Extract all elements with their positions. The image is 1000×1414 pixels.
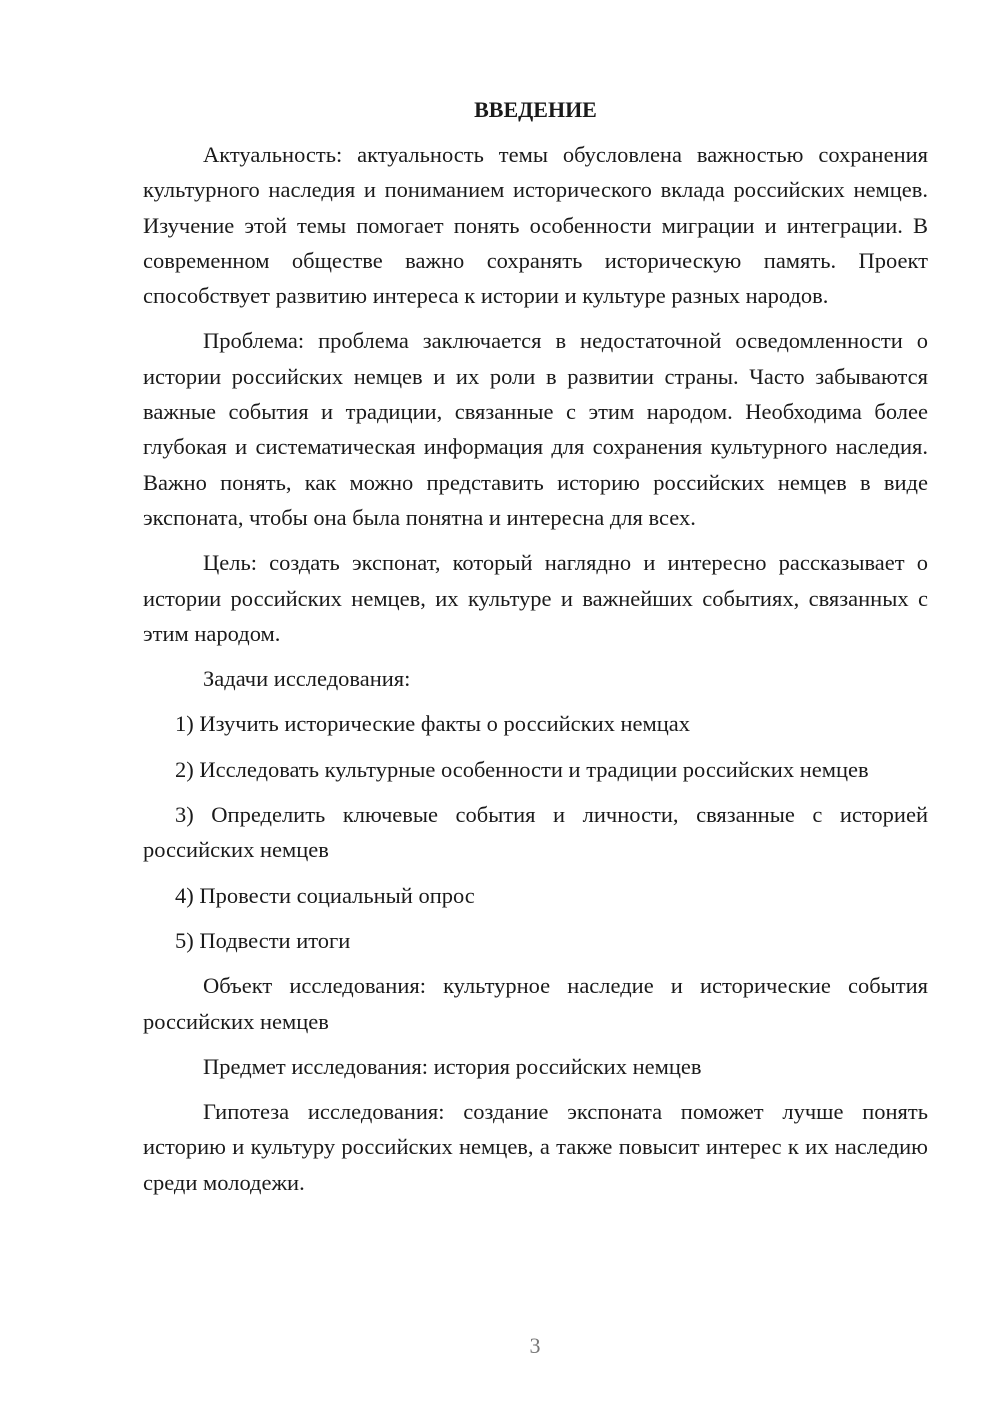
page-number: 3 [529,1333,541,1358]
task-item-1: 1) Изучить исторические факты о российских немцах [175,711,691,737]
problem-paragraph: Проблема: проблема заключается в недостаточной осведомленности о истории российских немцев и их роли в развитии страны. Часто забываются важные события и традиции, связанные с этим народом. Необходима более глубокая и систематическая информация для сохранения культурного наследия. Важно понять, как можно представить историю российских немцев в виде экспоната, чтобы она была понятна и интересна для всех. [143,328,928,530]
tasks-heading: Задачи исследования: [203,666,411,692]
page-title: ВВЕДЕНИЕ [474,97,597,122]
task-item-4: 4) Провести социальный опрос [175,882,475,908]
task-item-5: 5) Подвести итоги [175,927,351,953]
subject-paragraph: Предмет исследования: история российских немцев [203,1053,702,1079]
relevance-paragraph: Актуальность: актуальность темы обусловлена важностью сохранения культурного наследия и пониманием исторического вклада российских немцев. Изучение этой темы помогает понять особенности миграции и интеграции. В современном обществе важно сохранять историческую память. Проект способствует развитию интереса к истории и культуре разных народов. [143,142,928,309]
task-item-2: 2) Исследовать культурные особенности и традиции российских немцев [175,756,869,782]
goal-paragraph: Цель: создать экспонат, который наглядно и интересно рассказывает о истории российских немцев, их культуре и важнейших событиях, связанных с этим народом. [143,550,928,646]
hypothesis-paragraph: Гипотеза исследования: создание экспоната поможет лучше понять историю и культуру российских немцев, а также повысит интерес к их наследию среди молодежи. [143,1099,928,1195]
document-page [143,92,928,1200]
task-item-3: 3) Определить ключевые события и личности, связанные с историей российских немцев [143,802,928,863]
object-paragraph: Объект исследования: культурное наследие и исторические события российских немцев [143,973,928,1034]
